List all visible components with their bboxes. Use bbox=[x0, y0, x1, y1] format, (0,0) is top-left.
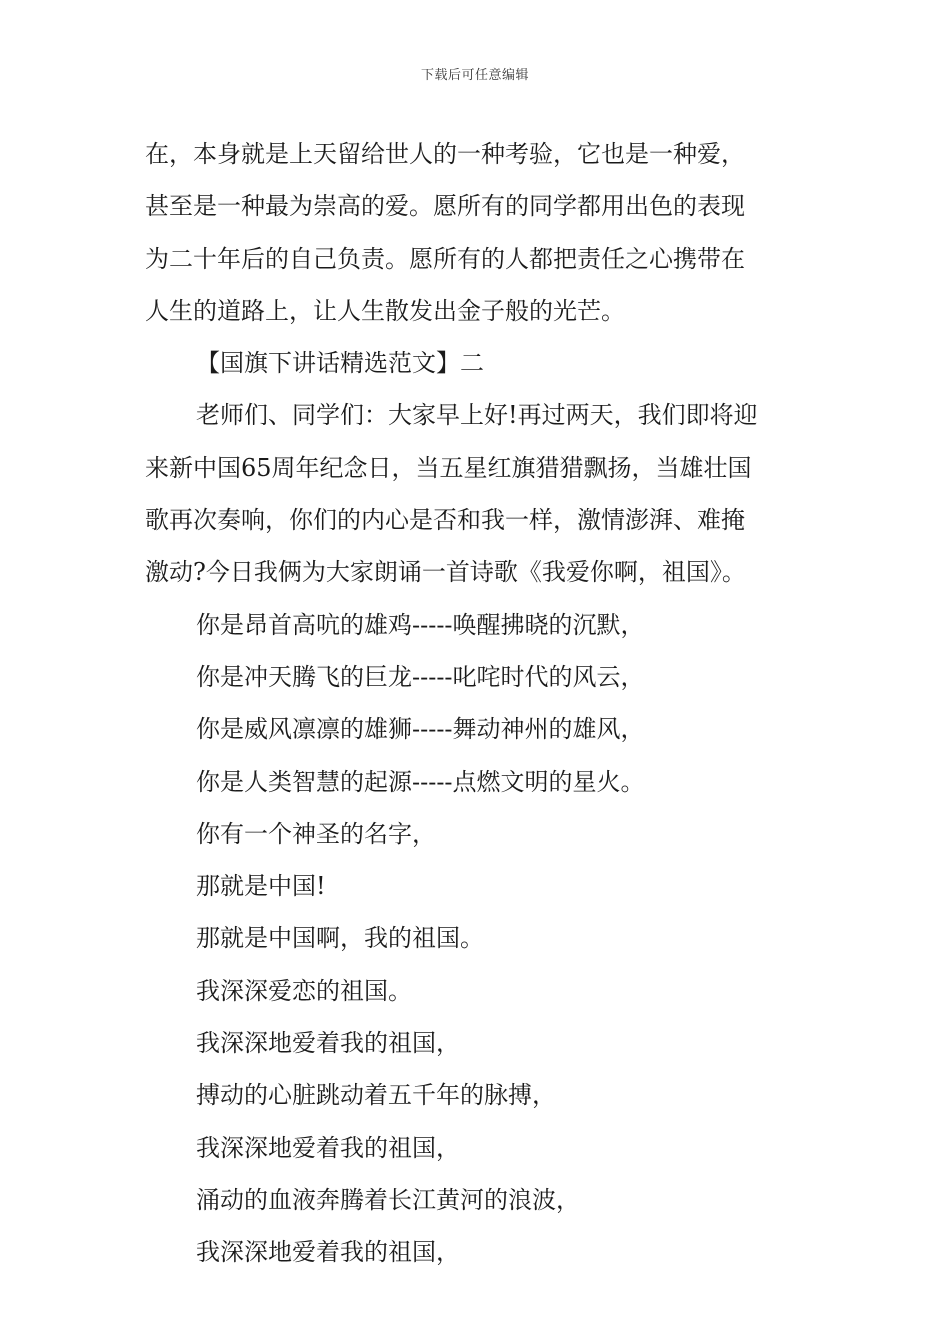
poem-line: 搏动的心脏跳动着五千年的脉搏， bbox=[196, 1081, 556, 1110]
paragraph-line: 来新中国65周年纪念日，当五星红旗猎猎飘扬，当雄壮国 bbox=[145, 453, 752, 482]
paragraph-line: 老师们、同学们：大家早上好!再过两天，我们即将迎 bbox=[196, 401, 758, 430]
paragraph-line: 激动?今日我俩为大家朗诵一首诗歌《我爱你啊，祖国》。 bbox=[145, 558, 746, 587]
poem-line: 你是昂首高吭的雄鸡-----唤醒拂晓的沉默， bbox=[196, 610, 645, 639]
poem-line: 我深深地爱着我的祖国， bbox=[196, 1133, 460, 1162]
document-body bbox=[145, 128, 810, 1279]
poem-line: 我深深爱恋的祖国。 bbox=[196, 976, 412, 1005]
poem-line: 你是人类智慧的起源-----点燃文明的星火。 bbox=[196, 767, 645, 796]
paragraph-line: 人生的道路上，让人生散发出金子般的光芒。 bbox=[145, 296, 625, 325]
page-header: 下载后可任意编辑 bbox=[420, 68, 529, 83]
paragraph-line: 歌再次奏响，你们的内心是否和我一样，激情澎湃、难掩 bbox=[145, 506, 745, 535]
poem-line: 你有一个神圣的名字， bbox=[196, 819, 436, 848]
paragraph-line: 为二十年后的自己负责。愿所有的人都把责任之心携带在 bbox=[145, 244, 745, 273]
poem-line: 你是威风凛凛的雄狮-----舞动神州的雄风， bbox=[196, 715, 645, 744]
poem-line: 我深深地爱着我的祖国， bbox=[196, 1029, 460, 1058]
poem-line: 我深深地爱着我的祖国， bbox=[196, 1238, 460, 1267]
poem-line: 那就是中国啊，我的祖国。 bbox=[196, 924, 484, 953]
poem-line: 你是冲天腾飞的巨龙-----叱咤时代的风云， bbox=[196, 662, 645, 691]
paragraph-line: 在，本身就是上天留给世人的一种考验，它也是一种爱， bbox=[145, 140, 745, 168]
paragraph-line: 甚至是一种最为崇高的爱。愿所有的同学都用出色的表现 bbox=[145, 192, 745, 221]
poem-line: 涌动的血液奔腾着长江黄河的浪波， bbox=[196, 1185, 580, 1214]
section-heading: 【国旗下讲话精选范文】二 bbox=[196, 349, 484, 378]
poem-line: 那就是中国! bbox=[196, 872, 326, 901]
